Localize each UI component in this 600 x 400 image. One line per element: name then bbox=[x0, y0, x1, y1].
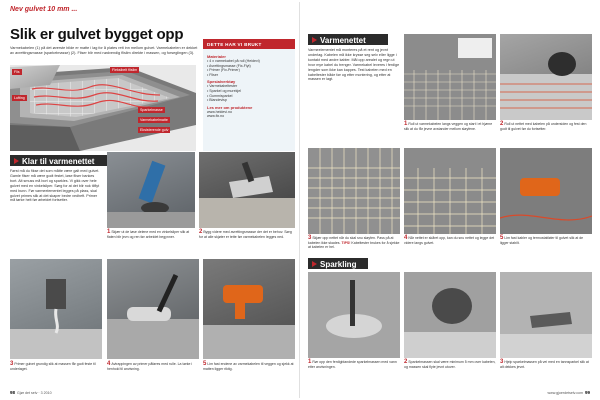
caption-heating-4: 4Når nettet er skåret opp, kan du snu nettet og legge det videre langs gulvet. bbox=[404, 235, 495, 245]
more-heading: Les mer om produktene bbox=[207, 104, 253, 110]
footer-left: 98 Gjør det selv · 3 2010 bbox=[10, 390, 52, 395]
roller-photo bbox=[107, 259, 199, 359]
photo-step-3 bbox=[10, 259, 102, 359]
section-bar-leveling bbox=[308, 258, 368, 269]
photo-heating-3 bbox=[308, 148, 400, 234]
section-title: Varmenettet bbox=[320, 35, 366, 45]
glue-gun-photo bbox=[203, 259, 295, 359]
arrow-icon bbox=[312, 37, 317, 43]
right-page bbox=[300, 2, 597, 398]
caption-step-5: 5Lim fast endene av varmekabelen til veggen og sjekk at matten ligger riktig. bbox=[203, 361, 294, 371]
materials-item: • 4 x varmekabel på rull (Heidevi) bbox=[207, 59, 260, 63]
page-title: Slik er gulvet bygget opp bbox=[10, 26, 184, 43]
unroll-mat-photo bbox=[500, 34, 592, 120]
tools-item: • Gummisparkel bbox=[207, 93, 233, 98]
footer-right: www.gjoerdetselv.com 99 bbox=[547, 390, 590, 395]
grinder-photo bbox=[107, 152, 195, 228]
lead-text: Varmekabelen (1) på det øverste bilde er matte i lag for å plates rett inn mellom gulvet. Varmekabelen er dekket av avrettingsmasse (sparkelmasse) (2). Fliser blir med nødvendig flislim direkte i massen, og forseglingen (3). bbox=[10, 46, 198, 55]
hero-label-tile: Flis bbox=[14, 70, 20, 74]
caption-leveling-2: 2Sparkelmassen skal være minimum 5 mm over kabelen, og massen skal flyte jevnt utover. bbox=[404, 359, 496, 369]
materials-item: • Primer (Fix-Primer) bbox=[207, 68, 240, 73]
caption-leveling-1: 1Rør opp den ferdigblandede sparkelmassen med vann etter anvisningen. bbox=[308, 359, 397, 369]
materials-factbox bbox=[203, 39, 295, 151]
mix-bucket-photo bbox=[308, 272, 400, 358]
arrow-icon bbox=[312, 261, 317, 267]
factbox-heading: DETTE HAR VI BRUKT bbox=[207, 41, 262, 47]
section-title: Sparkling bbox=[320, 259, 357, 269]
arrow-icon bbox=[14, 158, 19, 164]
section-bar-heating bbox=[308, 34, 388, 45]
primer-pour-photo bbox=[10, 259, 102, 359]
photo-leveling-3 bbox=[500, 272, 592, 358]
cut-net-photo bbox=[308, 148, 400, 234]
photo-heating-1 bbox=[404, 34, 496, 120]
more-link[interactable]: www.fix.no bbox=[207, 114, 225, 119]
cable-roll-photo bbox=[404, 34, 496, 120]
caption-heating-3: 3Skjær opp nettet når du skal snu sløyfen. Pass på at kabelen ikke skades. TIPS! Kabeltester brukes for å sjekke at kabelen er hel. bbox=[308, 235, 400, 250]
hero-label-floor: Eksisterende gulv bbox=[140, 128, 169, 132]
prep-body-text: Først må du fikse det som måtte være galt med gulvet. Gamle fliser må være godt festet, løse fliser bankes bort. Alt smuss må bort og sparkles. Vi gikk over hele gulvet med en vinkelsliper. Sørg for at det blir nok tilflyt med bunn. Før varmeelementet legges på plass, skal gulvet primes slik at det skaper bedre vedheft. Primer må tørke helt før arbeidet fortsetter. bbox=[10, 169, 100, 203]
hero-label-leveler: Sparkelmasse bbox=[140, 108, 163, 112]
tools-item: • Sparkel og murekjel bbox=[207, 88, 242, 93]
left-page bbox=[3, 2, 300, 398]
kicker: Nev gulvet 10 mm ... bbox=[10, 6, 78, 13]
glue-cable-photo bbox=[500, 148, 592, 234]
materials-item: • Fliser bbox=[207, 72, 219, 77]
tools-heading: Spesialverktøy bbox=[207, 79, 236, 85]
layered-floor-illustration bbox=[10, 65, 196, 151]
section-title: Klar til varmenettet bbox=[22, 156, 95, 166]
tools-item: • Varmekabeltester bbox=[207, 84, 238, 89]
photo-step-1 bbox=[107, 152, 195, 228]
caption-heating-5: 5Lim fast kabler og termostatføler til gulvet slik at de ligger stabilt. bbox=[500, 235, 584, 245]
more-link[interactable]: www.heidevi.no bbox=[207, 109, 232, 114]
photo-step-5 bbox=[203, 259, 295, 359]
photo-heating-4 bbox=[404, 148, 496, 234]
turn-net-photo bbox=[404, 148, 496, 234]
trowel-photo bbox=[199, 152, 295, 228]
hero-label-primer: Lufting bbox=[14, 96, 25, 100]
photo-heating-2 bbox=[500, 34, 592, 120]
heating-body-text: Varmeelementet må monteres på et rent og jevnt underlag. Kabelen må ikke krysse seg selv eller ligge i kontakt med andre kabler. Mål opp arealet og regn ut hvor mye kabel du trenger. Varmekabel leveres i ferdige lengder som ikke kan kappes. Test kabelen med en kabeltester både før og etter montering, og etter at massen er lagt. bbox=[308, 48, 400, 82]
spread-leveler-photo bbox=[500, 272, 592, 358]
section-bar-prep bbox=[10, 155, 110, 166]
photo-step-4 bbox=[107, 259, 199, 359]
pour-leveler-photo bbox=[404, 272, 496, 358]
materials-item: • Avrettingsmasse (Fix-Flyt) bbox=[207, 63, 251, 68]
magazine-spread bbox=[3, 2, 597, 398]
caption-step-4: 4Avtrappingen av primer påføres med rulle. La tørke i henhold til anvisning. bbox=[107, 361, 193, 371]
photo-leveling-1 bbox=[308, 272, 400, 358]
caption-step-1: 1Skjær ut de løse delene med en vinkelsliper slik at flaten blir jevn og ren før arbeidet begynner. bbox=[107, 229, 190, 239]
hero-label-mat: Varmekabelmatte bbox=[140, 118, 168, 122]
photo-leveling-2 bbox=[404, 272, 496, 358]
caption-heating-2: 2Rull ut nettet med kabelen på undersiden og fest den godt til gulvet før du fortsetter. bbox=[500, 121, 587, 131]
photo-heating-5 bbox=[500, 148, 592, 234]
caption-step-2: 2Bygg videre med avrettingsmasse der det er behov. Sørg for at alle skjøter er tette før varmekabelen legges ned. bbox=[199, 229, 292, 239]
caption-heating-1: 1Rull ut varmekabelen langs veggen og start i et hjørne slik at du får jevne avstander mellom sløyfene. bbox=[404, 121, 493, 131]
floor-layers-svg bbox=[10, 65, 196, 151]
caption-leveling-3: 3Hjelp sparkelmassen på vei med en tannsparkel slik at alt dekkes jevnt. bbox=[500, 359, 589, 369]
photo-step-2 bbox=[199, 152, 295, 228]
caption-step-3: 3Primer gulvet grundig slik at massen får godt feste til underlaget. bbox=[10, 361, 96, 371]
tools-item: • Blandevisp bbox=[207, 98, 227, 103]
hero-label-glue: Fleksibelt flislim bbox=[112, 68, 138, 72]
materials-heading: Materialer bbox=[207, 54, 226, 59]
